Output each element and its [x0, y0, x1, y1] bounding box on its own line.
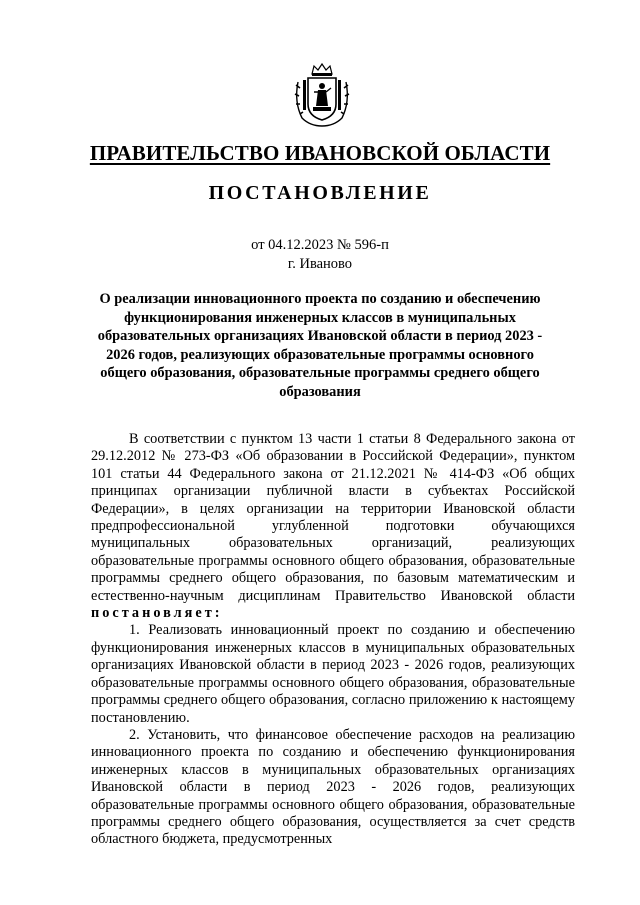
document-body — [91, 431, 575, 849]
document-date-number: от 04.12.2023 № 596-п — [251, 237, 389, 253]
clause-2-paragraph: 2. Установить, что финансовое обеспечение расходов на реализацию инновационного проекта по созданию и обеспечению функционирования инженерных классов в муниципальных образовательных организациях Ивановской области в период 2023 - 2026 годов, реализующих образовательные программы основного общего образования, образовательные программы среднего общего образования, осуществляется за счет средств областного бюджета, предусмотренных — [91, 726, 575, 848]
preamble-paragraph — [91, 431, 575, 622]
document-city: г. Иваново — [287, 256, 353, 272]
document-subject-title: О реализации инновационного проекта по созданию и обеспечению функционирования инженерных классов в муниципальных образовательных организациях Ивановской области в период 2023 - 2026 годов, реализующих образовательные программы основного общего образования, образовательные программы среднего общего образования — [97, 291, 543, 400]
coat-of-arms-icon — [292, 62, 352, 128]
preamble-text: В соответствии с пунктом 13 части 1 статьи 8 Федерального закона от 29.12.2012 № 273-ФЗ «Об образовании в Российской Федерации», пунктом 101 статьи 44 Федерального закона от 21.12.2021 № 414-ФЗ «Об общих принципах организации публичной власти в субъектах Российской Федерации», в целях организации на территории Ивановской области предпрофессиональной углубленной подготовки обучающихся муниципальных образовательных организаций, реализующих образовательные программы основного общего образования, образовательные программы среднего общего образования, по базовым математическим и естественно-научным дисциплинам Правительство Ивановской области — [91, 431, 575, 604]
clause-1-paragraph: 1. Реализовать инновационный проект по созданию и обеспечению функционирования инженерных классов в муниципальных образовательных организациях Ивановской области в период 2023 - 2026 годов, реализующих образовательные программы основного общего образования, образовательные программы среднего общего образования, согласно приложению к настоящему постановлению. — [91, 622, 575, 726]
document-type-heading: ПОСТАНОВЛЕНИЕ — [208, 182, 432, 204]
organization-title: ПРАВИТЕЛЬСТВО ИВАНОВСКОЙ ОБЛАСТИ — [89, 141, 551, 165]
resolves-keyword: постановляет: — [91, 605, 223, 622]
